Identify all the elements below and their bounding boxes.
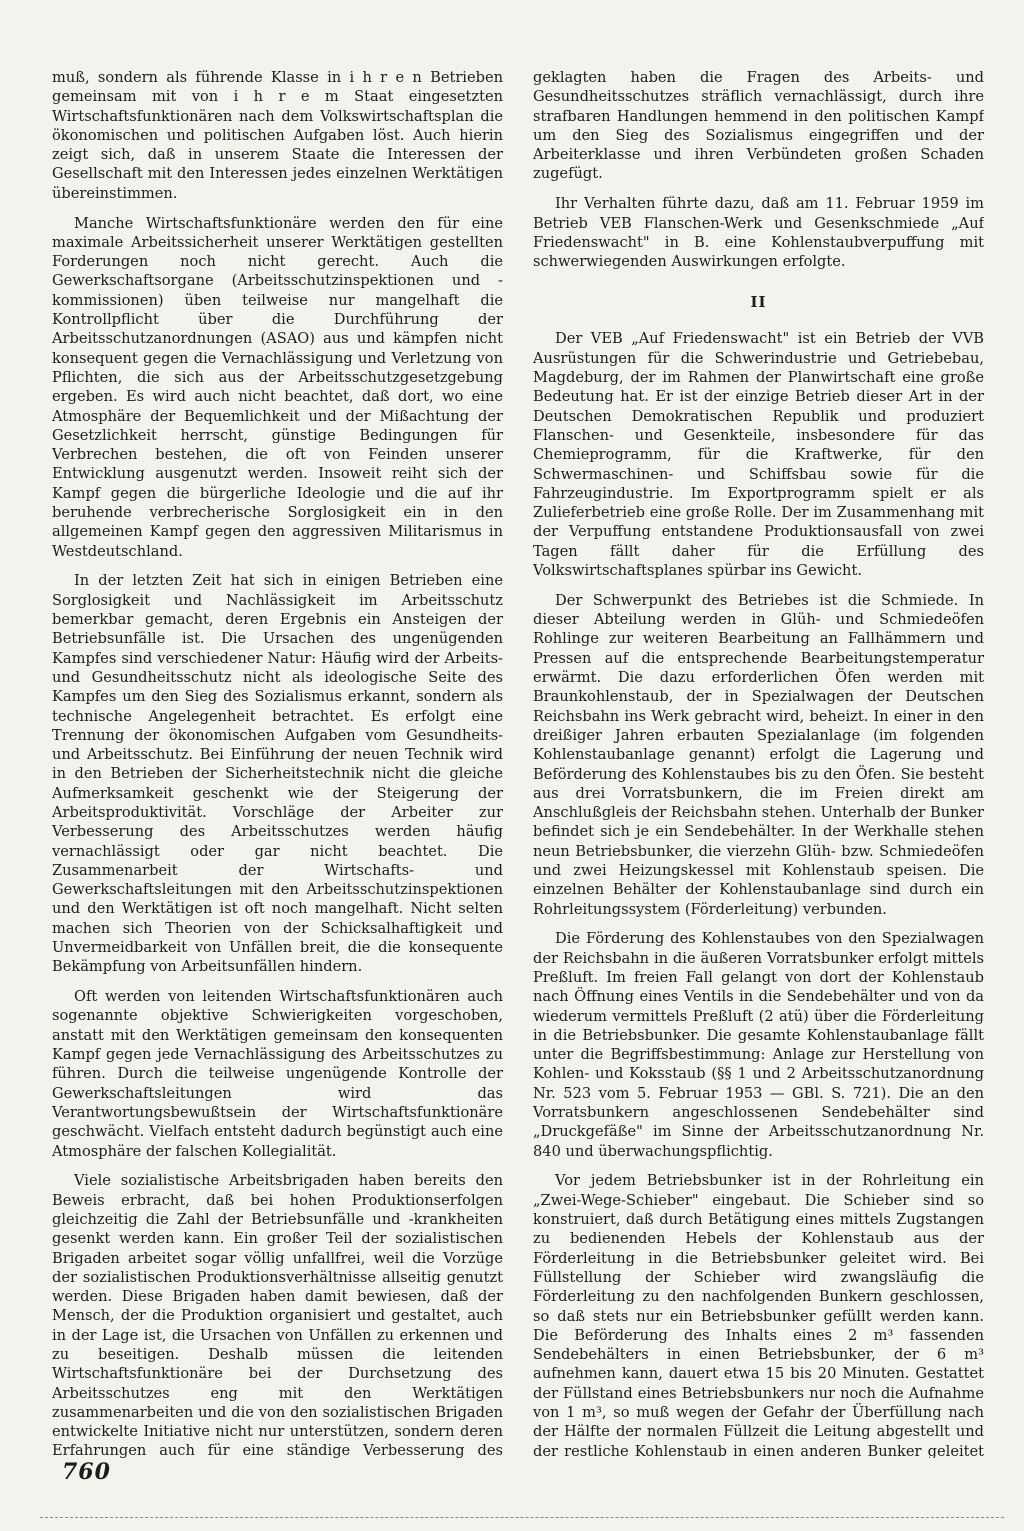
right-column — [533, 68, 984, 1458]
paragraph: Vor jedem Betriebsbunker ist in der Rohrleitung ein „Zwei-Wege-Schieber" eingebaut. Die Schieber sind so konstruiert, daß durch Betätigung eines mittels Zugstangen zu bedienenden Hebels der Kohlenstaub aus der Förderleitung in die Betriebsbunker geleitet wird. Bei Füllstellung der Schieber wird zwangsläufig die Förderleitung zu den nachfolgenden Bunkern geschlossen, so daß stets nur ein Betriebsbunker gefüllt werden kann. Die Beförderung des Inhalts eines 2 m³ fassenden Sendebehälters in einen Betriebsbunker, der 6 m³ aufnehmen kann, dauert etwa 15 bis 20 Minuten. Gestattet der Füllstand eines Betriebsbunkers nur noch die Aufnahme von 1 m³, so muß wegen der Gefahr der Überfüllung nach der Hälfte der normalen Füllzeit die Leitung abgestellt und der restliche Kohlenstaub in einen anderen Bunker geleitet — [533, 1172, 984, 1458]
text-columns — [52, 68, 984, 1458]
left-column — [52, 68, 503, 1458]
paragraph: Ihr Verhalten führte dazu, daß am 11. Februar 1959 im Betrieb VEB Flanschen-Werk und Gesenkschmiede „Auf Friedenswacht" in B. eine Kohlenstaubverpuffung mit schwerwiegenden Auswirkungen erfolgte. — [533, 195, 984, 271]
paragraph: Der VEB „Auf Friedenswacht" ist ein Betrieb der VVB Ausrüstungen für die Schwerindustrie und Getriebebau, Magdeburg, der im Rahmen der Planwirtschaft eine große Bedeutung hat. Er ist der einzige Betrieb dieser Art in der Deutschen Demokratischen Republik und produziert Flanschen- und Gesenkteile, insbesondere für das Chemieprogramm, für die Kraftwerke, für den Schwermaschinen- und Schiffsbau sowie für die Fahrzeugindustrie. Im Exportprogramm spielt er als Zulieferbetrieb eine große Rolle. Der im Zusammenhang mit der Verpuffung entstandene Produktionsausfall von zwei Tagen fällt daher für die Erfüllung des Volkswirtschaftsplanes spürbar ins Gewicht. — [533, 330, 984, 580]
paragraph: In der letzten Zeit hat sich in einigen Betrieben eine Sorglosigkeit und Nachlässigkeit im Arbeitsschutz bemerkbar gemacht, deren Ergebnis ein Ansteigen der Betriebsunfälle ist. Die Ursachen des ungenügenden Kampfes sind verschiedener Natur: Häufig wird der Arbeits- und Gesundheitsschutz nicht als ideologische Seite des Kampfes um den Sieg des Sozialismus erkannt, sondern als technische Angelegenheit betrachtet. Es erfolgt eine Trennung der ökonomischen Aufgaben vom Gesundheits- und Arbeitsschutz. Bei Einführung der neuen Technik wird in den Betrieben der Sicherheitstechnik nicht die gleiche Aufmerksamkeit geschenkt wie der Steigerung der Arbeitsproduktivität. Vorschläge der Arbeiter zur Verbesserung des Arbeitsschutzes werden häufig vernachlässigt oder gar nicht beachtet. Die Zusammenarbeit der Wirtschafts- und Gewerkschaftsleitungen mit den Arbeitsschutzinspektionen und den Werktätigen ist oft noch mangelhaft. Nicht selten machen sich Theorien von der Schicksalhaftigkeit und Unvermeidbarkeit von Unfällen breit, die die konsequente Bekämpfung von Arbeitsunfällen hindern. — [52, 572, 503, 976]
section-heading: II — [750, 293, 767, 312]
paragraph: Der Schwerpunkt des Betriebes ist die Schmiede. In dieser Abteilung werden in Glüh- und Schmiedeöfen Rohlinge zur weiteren Bearbeitung an Fallhämmern und Pressen auf die entsprechende Bearbeitungstemperatur erwärmt. Die dazu erforderlichen Öfen werden mit Braunkohlenstaub, der in Spezialwagen der Deutschen Reichsbahn ins Werk gebracht wird, beheizt. In einer in den dreißiger Jahren erbauten Spezialanlage (im folgenden Kohlenstaubanlage genannt) erfolgt die Lagerung und Beförderung des Kohlenstaubes bis zu den Öfen. Sie besteht aus drei Vorratsbunkern, die im Freien direkt am Anschlußgleis der Reichsbahn stehen. Unterhalb der Bunker befindet sich je ein Sendebehälter. In der Werkhalle stehen neun Betriebsbunker, die vierzehn Glüh- bzw. Schmiedeöfen und zwei Heizungskessel mit Kohlenstaub speisen. Die einzelnen Behälter der Kohlenstaubanlage sind durch ein Rohrleitungssystem (Förderleitung) verbunden. — [533, 591, 984, 918]
paragraph: geklagten haben die Fragen des Arbeits- und Gesundheitsschutzes sträflich vernachlässigt, durch ihre strafbaren Handlungen hemmend in den politischen Kampf um den Sieg des Sozialismus eingegriffen und der Arbeiterklasse und ihren Verbündeten großen Schaden zugefügt. — [533, 69, 984, 183]
page-number: 760 — [62, 1459, 111, 1485]
paragraph: Oft werden von leitenden Wirtschaftsfunktionären auch sogenannte objektive Schwierigkeiten vorgeschoben, anstatt mit den Werktätigen gemeinsam den konsequenten Kampf gegen jede Vernachlässigung des Arbeitsschutzes zu führen. Durch die teilweise ungenügende Kontrolle der Gewerkschaftsleitungen wird das Verantwortungsbewußtsein der Wirtschaftsfunktionäre geschwächt. Vielfach entsteht dadurch begünstigt auch eine Atmosphäre der falschen Kollegialität. — [52, 988, 503, 1160]
paragraph: Manche Wirtschaftsfunktionäre werden den für eine maximale Arbeitssicherheit unserer Werktätigen gestellten Forderungen noch nicht gerecht. Auch die Gewerkschaftsorgane (Arbeitsschutzinspektionen und -kommissionen) üben teilweise nur mangelhaft die Kontrollpflicht über die Durchführung der Arbeitsschutzanordnungen (ASAO) aus und kämpfen nicht konsequent gegen die Vernachlässigung und Verletzung von Pflichten, die sich aus der Arbeitsschutzgesetzgebung ergeben. Es wird auch nicht beachtet, daß dort, wo eine Atmosphäre der Bequemlichkeit und der Mißachtung der Gesetzlichkeit herrscht, günstige Bedingungen für Verbrechen bestehen, die oft von Feinden unserer Entwicklung ausgenutzt werden. Insoweit reiht sich der Kampf gegen die bürgerliche Ideologie und die auf ihr beruhende verbrecherische Sorglosigkeit ein in den allgemeinen Kampf gegen den aggressiven Militarismus in Westdeutschland. — [52, 214, 503, 560]
bottom-rule — [40, 1517, 1004, 1518]
paragraph: Viele sozialistische Arbeitsbrigaden haben bereits den Beweis erbracht, daß bei hohen Produktionserfolgen gleichzeitig die Zahl der Betriebsunfälle und -krankheiten gesenkt werden kann. Ein großer Teil der sozialistischen Brigaden arbeitet sogar völlig unfallfrei, weil die Vorzüge der sozialistischen Produktionsverhältnisse allseitig genutzt werden. Diese Brigaden haben damit bewiesen, daß der Mensch, der die Produktion organisiert und gestaltet, auch in der Lage ist, die Ursachen von Unfällen zu erkennen und zu beseitigen. Deshalb müssen die leitenden Wirtschaftsfunktionäre bei der Durchsetzung des Arbeitsschutzes eng mit den Werktätigen zusammenarbeiten und die von den sozialistischen Brigaden entwickelte Initiative nicht nur unterstützen, sondern deren Erfahrungen auch für eine ständige Verbesserung des — [52, 1172, 503, 1458]
paragraph: muß, sondern als führende Klasse in i h r e n Betrieben gemeinsam mit von i h r e m Staat eingesetzten Wirtschaftsfunktionären nach dem Volkswirtschaftsplan die ökonomischen und politischen Aufgaben löst. Auch hierin zeigt sich, daß in unserem Staate die Interessen der Gesellschaft mit den Interessen jedes einzelnen Werktätigen übereinstimmen. — [52, 69, 503, 202]
paragraph: Die Förderung des Kohlenstaubes von den Spezialwagen der Reichsbahn in die äußeren Vorratsbunker erfolgt mittels Preßluft. Im freien Fall gelangt von dort der Kohlenstaub nach Öffnung eines Ventils in die Sendebehälter und von da wiederum vermittels Preßluft (2 atü) über die Förderleitung in die Betriebsbunker. Die gesamte Kohlenstaubanlage fällt unter die Begriffsbestimmung: Anlage zur Herstellung von Kohlen- und Koksstaub (§§ 1 und 2 Arbeitsschutzanordnung Nr. 523 vom 5. Februar 1953 — GBl. S. 721). Die an den Vorratsbunkern angeschlossenen Sendebehälter sind „Druckgefäße" im Sinne der Arbeitsschutzanordnung Nr. 840 und überwachungspflichtig. — [533, 930, 984, 1160]
